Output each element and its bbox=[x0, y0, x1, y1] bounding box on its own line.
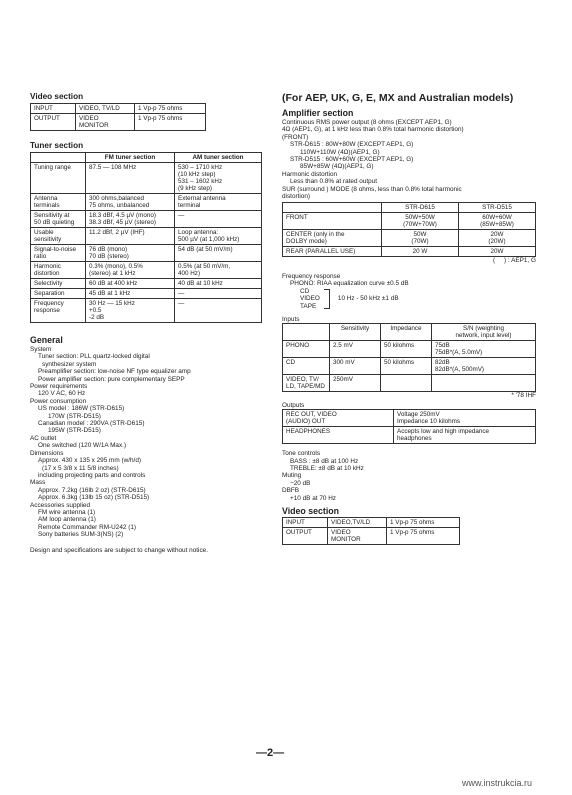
table-header-row bbox=[283, 324, 536, 341]
inputs-table bbox=[282, 323, 536, 392]
spec-line: (17 x 5 3/8 x 11 5/8 inches) bbox=[42, 464, 119, 472]
spec-line: 85W+85W (4Ω)(AEP1, G) bbox=[300, 163, 374, 171]
table-cell: 1 Vp-p 75 ohms bbox=[135, 104, 206, 114]
surround-power-table bbox=[282, 202, 536, 257]
table-cell: FM tuner section bbox=[86, 153, 175, 163]
spec-line: US model : 186W (STR-D615) bbox=[38, 405, 125, 413]
table-cell: Sensitivity bbox=[330, 324, 381, 341]
table-row bbox=[31, 228, 262, 245]
amplifier-section-title: Amplifier section bbox=[282, 108, 354, 118]
table-cell: VIDEO MONITOR bbox=[76, 114, 135, 131]
line-input-list bbox=[282, 288, 320, 310]
table-row bbox=[283, 247, 536, 257]
watermark-link[interactable]: www.instrukcia.ru bbox=[462, 778, 533, 788]
table-cell: 300 mV bbox=[330, 358, 381, 375]
table-cell: STR-D515 bbox=[459, 203, 536, 213]
table-row bbox=[31, 289, 262, 299]
table-row bbox=[283, 517, 460, 527]
line-input-frequency-value: 10 Hz - 50 kHz ±1 dB bbox=[337, 295, 399, 303]
table-cell: 530 – 1710 kHz (10 kHz step) 531 – 1602 kHz (9 kHz step) bbox=[175, 163, 262, 194]
spec-line: 195W (STR-D515) bbox=[48, 427, 101, 435]
table-cell: Tuning range bbox=[31, 163, 86, 194]
spec-line: System bbox=[30, 346, 52, 353]
spec-line: STR-D515 : 60W+60W (EXCEPT AEP1, G) bbox=[290, 156, 414, 164]
table-cell: VIDEO, TV/ LD, TAPE/MD bbox=[283, 375, 330, 392]
table-cell: OUTPUT bbox=[283, 527, 328, 544]
table-cell: 18.3 dBf, 4.5 µV (mono) 38.3 dBf, 45 µV (stereo) bbox=[86, 211, 175, 228]
spec-line: 110W+110W (4Ω)(AEP1, G) bbox=[300, 148, 380, 156]
spec-line: BASS : ±8 dB at 100 Hz bbox=[290, 457, 359, 465]
line-inputs-frequency-response bbox=[282, 288, 550, 310]
table-header-row bbox=[31, 153, 262, 163]
table-row bbox=[283, 527, 460, 544]
table-cell: Antenna terminals bbox=[31, 194, 86, 211]
tuner-section-table bbox=[30, 152, 262, 323]
general-list bbox=[30, 346, 262, 539]
spec-line: Mass bbox=[30, 479, 46, 487]
spec-line: synthesizer system bbox=[42, 360, 97, 368]
specs-footnote: Design and specifications are subject to change without notice. bbox=[30, 546, 208, 554]
outputs-table bbox=[282, 409, 536, 444]
general-title: General bbox=[30, 335, 63, 345]
table-row bbox=[31, 114, 206, 131]
spec-line: STR-D615 : 80W+80W (EXCEPT AEP1, G) bbox=[290, 141, 414, 149]
table-cell: OUTPUT bbox=[31, 114, 76, 131]
video-section-title: Video section bbox=[30, 92, 84, 101]
spec-line: SUR (surround ) MODE (8 ohms, less than 0.8% total harmonic bbox=[282, 185, 462, 193]
spec-line: (FRONT) bbox=[282, 133, 309, 141]
table-cell: Impedance bbox=[381, 324, 432, 341]
spec-line: distortion) bbox=[282, 193, 311, 201]
table-cell: Voltage 250mV Impedance 10 kilohms bbox=[394, 410, 536, 427]
frequency-response-title: Frequency response bbox=[282, 272, 341, 280]
page-number: —2— bbox=[256, 747, 285, 759]
spec-line: Sony batteries SUM-3(NS) (2) bbox=[38, 531, 124, 539]
spec-line: Approx. 7.2kg (16lb 2 oz) (STR-D615) bbox=[38, 486, 146, 494]
table-row bbox=[283, 230, 536, 247]
spec-line: −20 dB bbox=[290, 479, 311, 487]
table-cell: PHONO bbox=[283, 341, 330, 358]
table-cell: 2.5 mV bbox=[330, 341, 381, 358]
table-cell: External antenna terminal bbox=[175, 194, 262, 211]
spec-line: Remote Commander RM-U242 (1) bbox=[38, 523, 137, 531]
table-cell bbox=[432, 375, 536, 392]
table-cell: S/N (weighting network, input level) bbox=[432, 324, 536, 341]
spec-line: Preamplifier section: low-noise NF type equalizer amp bbox=[38, 368, 191, 376]
table-cell: VIDEO MONITOR bbox=[328, 527, 387, 544]
table-cell: Frequency response bbox=[31, 299, 86, 323]
spec-line: Harmonic distortion bbox=[282, 170, 338, 178]
table-cell: — bbox=[175, 211, 262, 228]
table-cell bbox=[31, 153, 86, 163]
table-cell: 87.5 — 108 MHz bbox=[86, 163, 175, 194]
table-row bbox=[283, 213, 536, 230]
table-cell: CD bbox=[283, 358, 330, 375]
table-cell: 20 W bbox=[382, 247, 459, 257]
table-cell: 82dB 82dB*(A, 500mV) bbox=[432, 358, 536, 375]
left-column bbox=[30, 92, 262, 554]
table-cell: — bbox=[175, 299, 262, 323]
table-cell: 0.3% (mono), 0.5% (stereo) at 1 kHz bbox=[86, 262, 175, 279]
spec-line: +10 dB at 70 Hz bbox=[290, 494, 337, 502]
spec-line: TREBLE: ±8 dB at 10 kHz bbox=[290, 464, 364, 472]
table-cell: 50W+50W (70W+70W) bbox=[382, 213, 459, 230]
list-item: VIDEO bbox=[300, 295, 320, 303]
spec-line: Power consumption bbox=[30, 397, 87, 405]
region-title: (For AEP, UK, G, E, MX and Australian models) bbox=[282, 92, 514, 104]
table-cell bbox=[283, 203, 382, 213]
table-cell: Sensitivity at 50 dB quieting bbox=[31, 211, 86, 228]
table-row bbox=[283, 358, 536, 375]
table-cell: 60W+60W (85W+85W) bbox=[459, 213, 536, 230]
table-row bbox=[31, 163, 262, 194]
phono-frequency-response: PHONO: RIAA equalization curve ±0.5 dB bbox=[290, 280, 409, 288]
table-cell bbox=[381, 375, 432, 392]
table-cell: 1 Vp-p 75 ohms bbox=[387, 527, 460, 544]
spec-line: Accessories supplied bbox=[30, 501, 91, 509]
table-cell: 40 dB at 10 kHz bbox=[175, 279, 262, 289]
inputs-table-note: * '78 IHF bbox=[511, 392, 536, 400]
table-row bbox=[31, 194, 262, 211]
table-row bbox=[283, 341, 536, 358]
table-cell: 0.5% (at 50 mV/m, 400 Hz) bbox=[175, 262, 262, 279]
table-cell: 30 Hz — 15 kHz +0.5 -2 dB bbox=[86, 299, 175, 323]
table-cell: 20W (20W) bbox=[459, 230, 536, 247]
brace-bracket bbox=[324, 289, 330, 309]
video-section-table-right bbox=[282, 517, 460, 545]
surround-table-note: ( ) : AEP1, G bbox=[493, 257, 536, 265]
spec-line: including projecting parts and controls bbox=[38, 471, 146, 479]
table-cell: 50W (70W) bbox=[382, 230, 459, 247]
amplifier-spec-list bbox=[282, 119, 550, 200]
table-row bbox=[31, 262, 262, 279]
table-cell: VIDEO,TV/LD bbox=[328, 517, 387, 527]
spec-line: 120 V AC, 60 Hz bbox=[38, 390, 86, 398]
spec-line: Dimensions bbox=[30, 449, 64, 457]
table-cell: 50 kilohms bbox=[381, 358, 432, 375]
table-cell: 50 kilohms bbox=[381, 341, 432, 358]
video-section-table bbox=[30, 103, 206, 131]
table-cell: Accepts low and high impedance headphones bbox=[394, 427, 536, 444]
table-row bbox=[283, 427, 536, 444]
spec-line: Less than 0.8% at rated output bbox=[290, 178, 378, 186]
spec-line: AC outlet bbox=[30, 434, 57, 442]
spec-line: One switched (120 W/1A Max.) bbox=[38, 442, 127, 450]
outputs-title: Outputs bbox=[282, 401, 305, 409]
table-cell: 1 Vp-p 75 ohms bbox=[387, 517, 460, 527]
table-cell: REAR (PARALLEL USE) bbox=[283, 247, 382, 257]
table-cell: 300 ohms,balanced 75 ohms, unbalanced bbox=[86, 194, 175, 211]
table-cell: FRONT bbox=[283, 213, 382, 230]
table-cell: 20W bbox=[459, 247, 536, 257]
video-section-title-right: Video section bbox=[282, 505, 340, 516]
spec-line: FM wire antenna (1) bbox=[38, 508, 96, 516]
spec-line: Power requirements bbox=[30, 383, 88, 391]
tone-controls-list bbox=[282, 450, 550, 502]
spec-line: 4Ω (AEP1, G), at 1 kHz less than 0.8% total harmonic distortion) bbox=[282, 126, 464, 134]
right-column bbox=[282, 92, 550, 545]
table-cell: Loop antenna: 500 µV (at 1,000 kHz) bbox=[175, 228, 262, 245]
spec-line: Tuner section: PLL quartz-locked digital bbox=[38, 353, 150, 361]
table-cell: INPUT bbox=[283, 517, 328, 527]
spec-line: Continuous RMS power output (8 ohms (EXCEPT AEP1, G) bbox=[282, 119, 452, 126]
table-cell: HEADPHONES bbox=[283, 427, 394, 444]
table-row bbox=[283, 410, 536, 427]
spec-line: DBFB bbox=[282, 487, 300, 495]
table-cell: 45 dB at 1 kHz bbox=[86, 289, 175, 299]
table-row bbox=[31, 245, 262, 262]
tuner-section-title: Tuner section bbox=[30, 141, 84, 150]
table-cell: CENTER (only in the DOLBY mode) bbox=[283, 230, 382, 247]
spec-line: Power amplifier section: pure complementary SEPP bbox=[38, 375, 185, 383]
table-cell: Separation bbox=[31, 289, 86, 299]
table-row bbox=[31, 299, 262, 323]
table-cell: Harmonic distortion bbox=[31, 262, 86, 279]
table-row bbox=[31, 279, 262, 289]
table-cell: 60 dB at 400 kHz bbox=[86, 279, 175, 289]
spec-line: AM loop antenna (1) bbox=[38, 516, 96, 524]
list-item: TAPE bbox=[300, 302, 317, 310]
spec-line: 170W (STR-D515) bbox=[48, 412, 101, 420]
table-cell: INPUT bbox=[31, 104, 76, 114]
spec-line: Muting bbox=[282, 472, 302, 480]
table-cell: AM tuner section bbox=[175, 153, 262, 163]
table-cell: 1 Vp-p 75 ohms bbox=[135, 114, 206, 131]
spec-line: Canadian model : 290VA (STR-D615) bbox=[38, 420, 145, 428]
table-cell: Signal-to-noise ratio bbox=[31, 245, 86, 262]
inputs-title: Inputs bbox=[282, 315, 300, 323]
table-cell: 76 dB (mono) 70 dB (stereo) bbox=[86, 245, 175, 262]
table-cell: REC OUT, VIDEO (AUDIO) OUT bbox=[283, 410, 394, 427]
spec-line: Tone controls bbox=[282, 450, 321, 458]
table-row bbox=[31, 104, 206, 114]
table-header-row bbox=[283, 203, 536, 213]
table-cell: VIDEO, TV/LD bbox=[76, 104, 135, 114]
table-cell bbox=[283, 324, 330, 341]
table-cell: STR-D615 bbox=[382, 203, 459, 213]
table-cell: 75dB 75dB*(A, 5.0mV) bbox=[432, 341, 536, 358]
table-cell: Usable sensitivity bbox=[31, 228, 86, 245]
table-cell: 250mV bbox=[330, 375, 381, 392]
table-cell: 11.2 dBf, 2 µV (IHF) bbox=[86, 228, 175, 245]
table-cell: — bbox=[175, 289, 262, 299]
table-cell: Selectivity bbox=[31, 279, 86, 289]
spec-line: Approx. 430 x 135 x 295 mm (w/h/d) bbox=[38, 457, 142, 465]
spec-line: Approx. 6.3kg (13lb 15 oz) (STR-D515) bbox=[38, 494, 150, 502]
list-item: CD bbox=[300, 287, 310, 295]
table-row bbox=[283, 375, 536, 392]
table-row bbox=[31, 211, 262, 228]
table-cell: 54 dB (at 50 mV/m) bbox=[175, 245, 262, 262]
